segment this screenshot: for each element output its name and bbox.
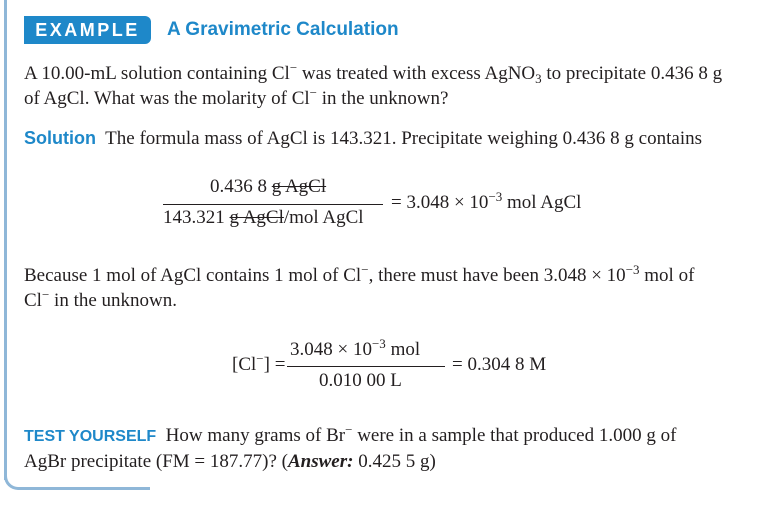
test-yourself-paragraph [24, 423, 754, 474]
equation2-result: = 0.304 8 M [452, 354, 547, 375]
subscript: 3 [535, 71, 542, 86]
exponent: −3 [488, 189, 503, 204]
solution-text: The formula mass of AgCl is 143.321. Precipitate weighing 0.436 8 g contains [105, 128, 702, 149]
lhs-text: ] = [263, 354, 286, 375]
test-yourself-text: AgBr precipitate (FM = 187.77)? ( [24, 451, 288, 472]
test-yourself-text: were in a sample that produced 1.000 g of [352, 425, 677, 446]
cancelled-unit: g AgCl [271, 176, 327, 197]
because-paragraph [24, 263, 754, 313]
solution-paragraph [24, 126, 754, 151]
charge-superscript: − [41, 287, 50, 302]
exponent: −3 [371, 336, 386, 351]
frame-left-rule [4, 0, 7, 480]
problem-text: A 10.00-mL solution containing Cl [24, 63, 290, 84]
because-text: , there must have been 3.048 × 10 [368, 265, 626, 286]
because-text: in the unknown. [49, 290, 178, 311]
because-text: Because 1 mol of AgCl contains 1 mol of Cl [24, 265, 362, 286]
frame-bottom-rule [22, 487, 150, 490]
problem-text: in the unknown? [317, 88, 449, 109]
equation2-fraction-bar [287, 366, 445, 367]
equation1-result [391, 189, 582, 214]
because-text: Cl [24, 290, 42, 311]
test-yourself-text: How many grams of Br [165, 425, 346, 446]
problem-text: to precipitate 0.436 8 g [541, 63, 723, 84]
example-header [0, 14, 777, 46]
charge-superscript: − [361, 262, 369, 277]
answer-label: Answer: [288, 451, 354, 472]
example-badge: EXAMPLE [24, 16, 151, 44]
equation2-denominator: 0.010 00 L [319, 370, 402, 391]
exponent: −3 [625, 262, 640, 277]
answer-value: 0.425 5 g) [353, 451, 436, 472]
problem-text: of AgCl. What was the molarity of Cl [24, 88, 310, 109]
denominator-value: 143.321 [163, 207, 230, 228]
solution-lead: Solution [24, 128, 96, 148]
frame-corner [4, 470, 24, 490]
lhs-text: [Cl [232, 354, 257, 375]
charge-superscript: − [289, 60, 298, 75]
charge-superscript: − [309, 85, 318, 100]
equation1-denominator [163, 207, 364, 229]
equation2-lhs [232, 351, 286, 376]
result-unit: mol AgCl [502, 192, 582, 213]
denominator-unit: /mol AgCl [283, 207, 364, 228]
numerator-value: 3.048 × 10 [290, 339, 372, 360]
because-text: mol of [639, 265, 695, 286]
example-title: A Gravimetric Calculation [167, 19, 399, 40]
problem-statement [24, 61, 754, 111]
numerator-unit: mol [385, 339, 421, 360]
equation1-numerator [210, 176, 326, 198]
problem-text: was treated with excess AgNO [301, 63, 536, 84]
charge-superscript: − [345, 422, 353, 437]
equation1-fraction-bar [163, 204, 383, 205]
equation2-numerator [290, 336, 421, 361]
cancelled-unit: g AgCl [229, 207, 284, 228]
charge-superscript: − [256, 351, 264, 366]
numerator-value: 0.436 8 [210, 176, 272, 197]
test-yourself-lead: TEST YOURSELF [24, 428, 157, 445]
result-text: = 3.048 × 10 [391, 192, 489, 213]
